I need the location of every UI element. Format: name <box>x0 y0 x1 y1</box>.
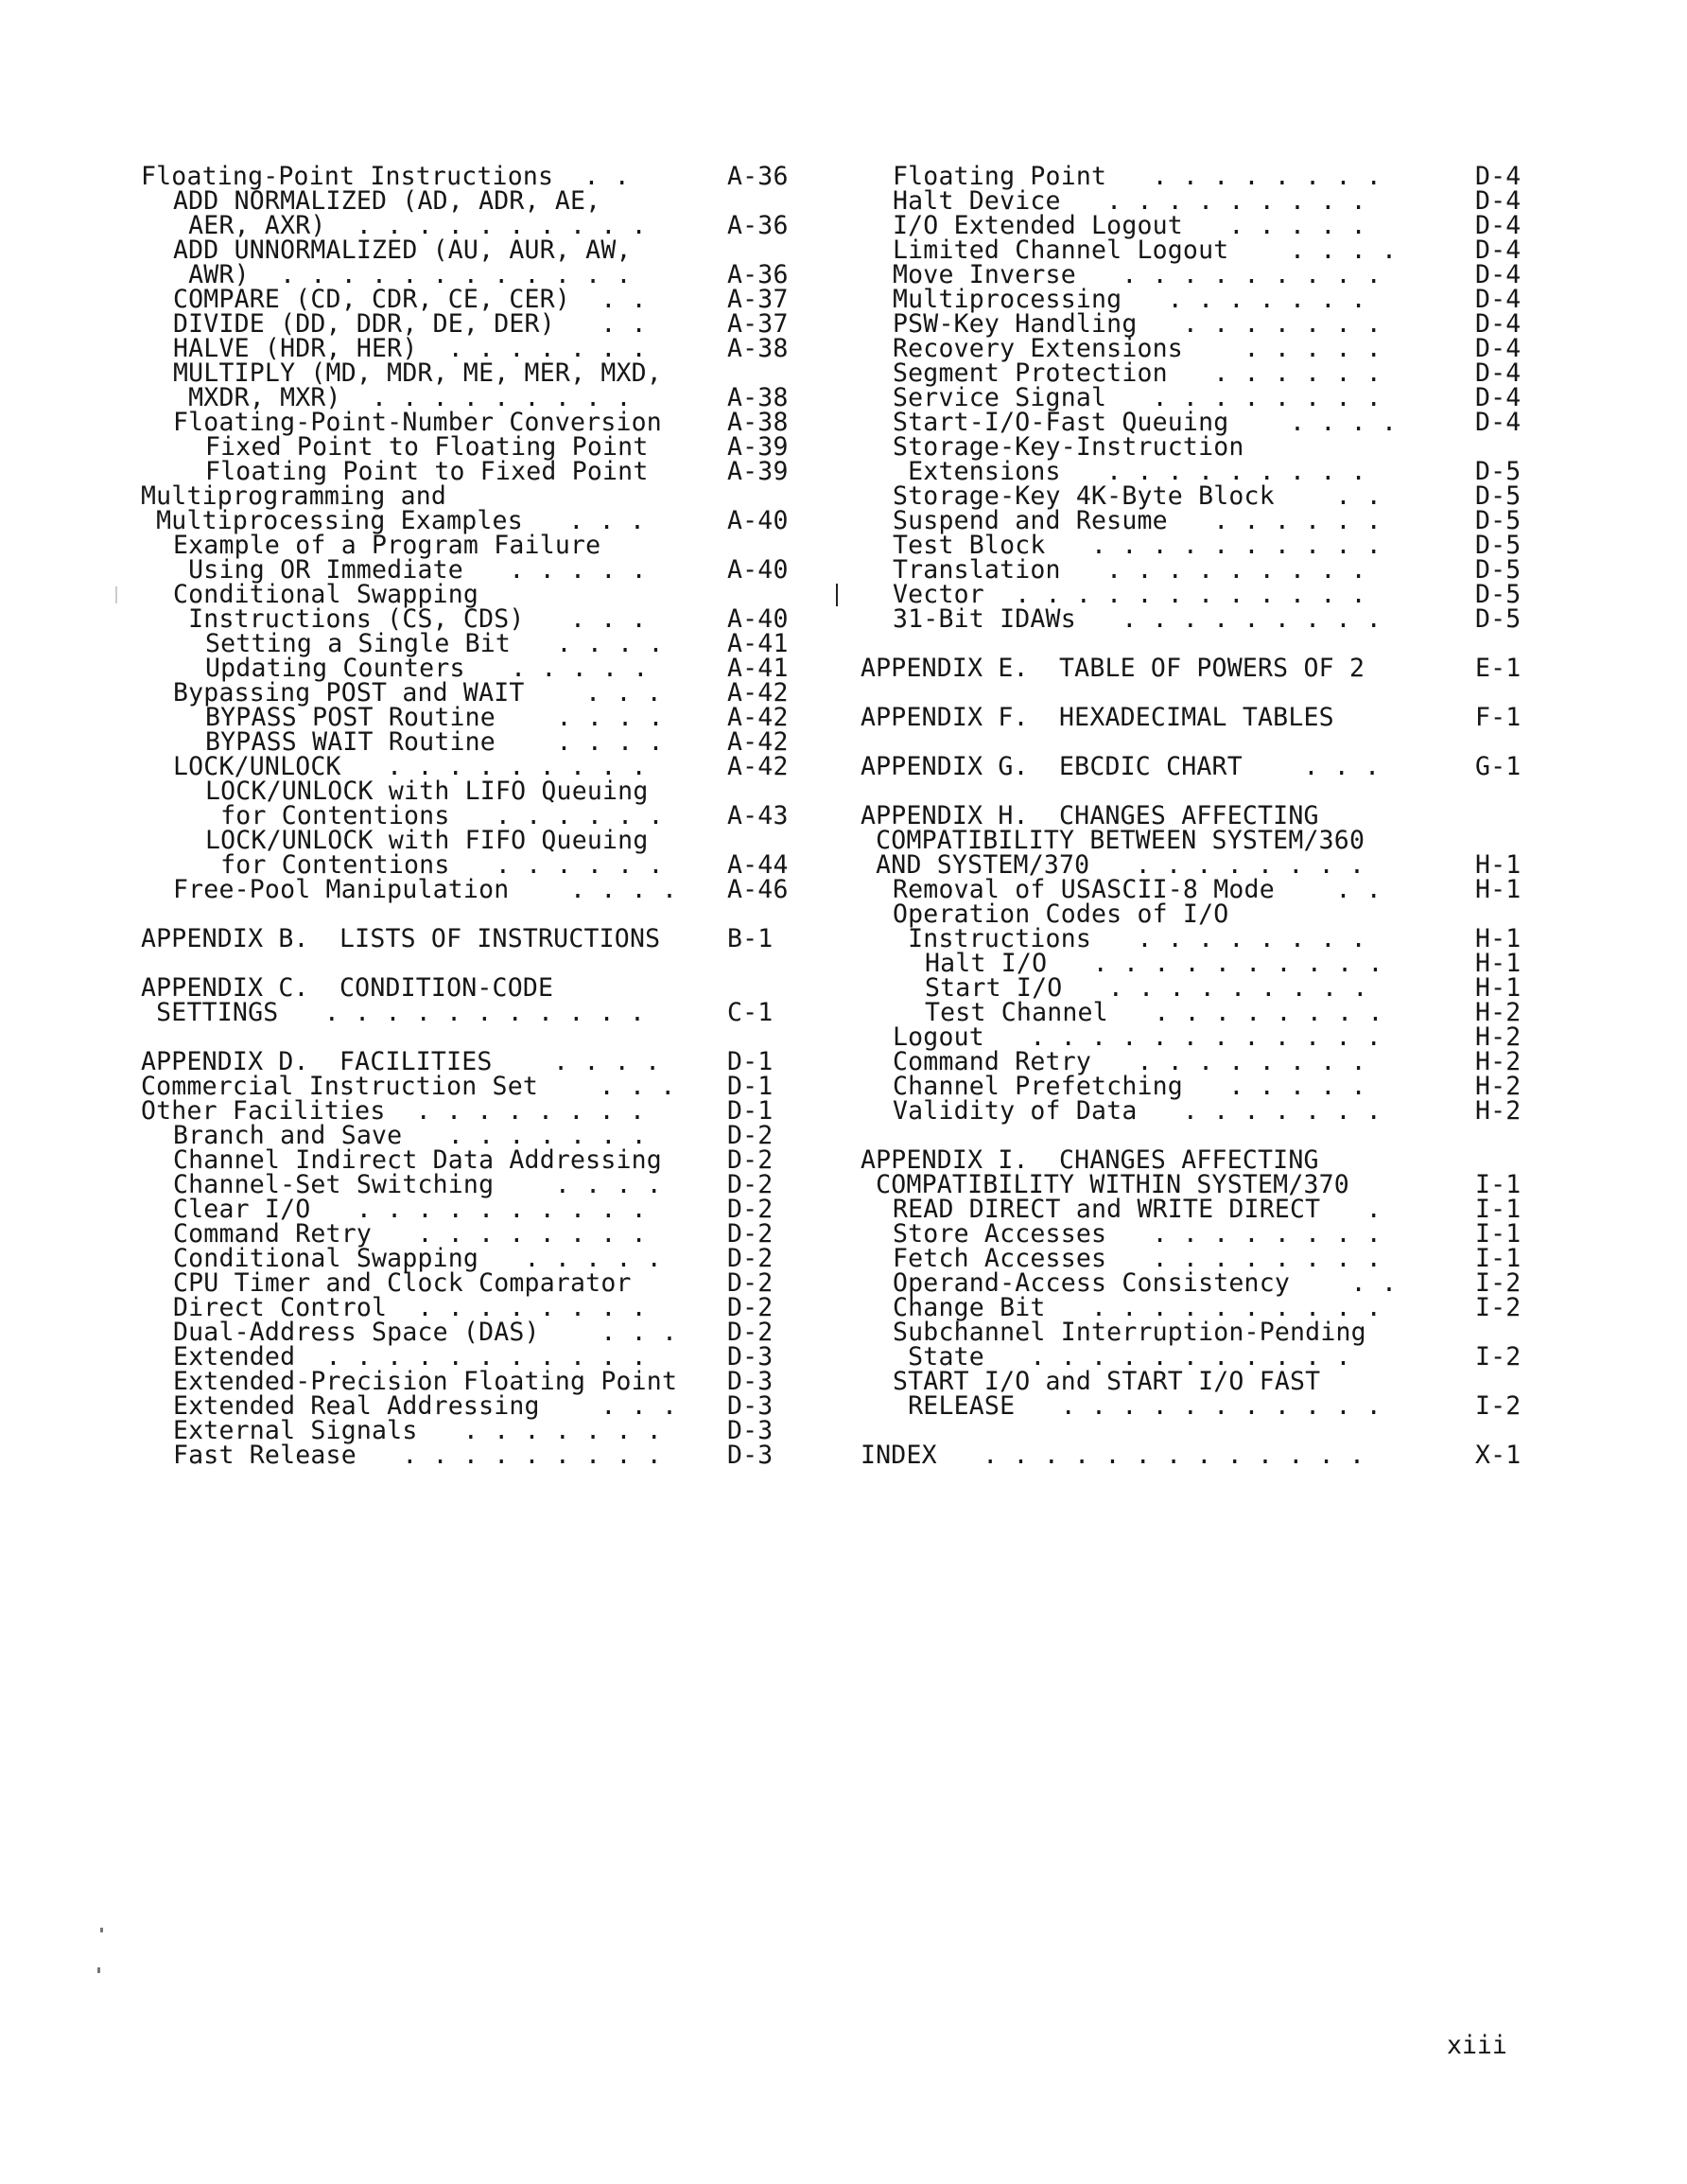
toc-entry-page: H-1 <box>1475 949 1522 978</box>
toc-entry-page: D-4 <box>1475 383 1522 412</box>
toc-entry-title: State . . . . . . . . . . . <box>893 1342 1351 1372</box>
toc-entry-page: A-42 <box>727 678 789 708</box>
toc-entry-title: Suspend and Resume . . . . . . <box>893 506 1382 535</box>
toc-entry-title: APPENDIX I. CHANGES AFFECTING <box>861 1145 1319 1175</box>
toc-entry-page: A-38 <box>727 383 789 412</box>
toc-entry-title: Direct Control . . . . . . . . <box>173 1293 647 1322</box>
toc-entry-page: D-5 <box>1475 457 1522 486</box>
toc-entry-title: Example of a Program Failure <box>173 531 601 560</box>
toc-entry-title: CPU Timer and Clock Comparator <box>173 1268 632 1298</box>
toc-entry-page: D-5 <box>1475 604 1522 634</box>
toc-entry-title: COMPARE (CD, CDR, CE, CER) . . <box>173 285 647 314</box>
toc-entry <box>861 1096 1522 1126</box>
toc-entry-page: D-5 <box>1475 481 1522 511</box>
toc-entry <box>861 703 1522 732</box>
scan-speck <box>97 1967 100 1973</box>
toc-entry-page: D-3 <box>727 1342 774 1372</box>
toc-entry-title: APPENDIX C. CONDITION-CODE <box>141 973 554 1003</box>
toc-entry-page: D-2 <box>727 1170 774 1199</box>
toc-entry-page: D-4 <box>1475 186 1522 216</box>
toc-entry-title: APPENDIX E. TABLE OF POWERS OF 2 <box>861 654 1365 683</box>
toc-entry-title: APPENDIX H. CHANGES AFFECTING <box>861 801 1319 830</box>
toc-entry-title: Channel Prefetching . . . . . <box>893 1072 1366 1101</box>
toc-entry-page: D-2 <box>727 1293 774 1322</box>
toc-entry-page: I-1 <box>1475 1195 1522 1224</box>
toc-entry-title: Change Bit . . . . . . . . . . <box>893 1293 1382 1322</box>
toc-entry-page: I-2 <box>1475 1293 1522 1322</box>
toc-entry-title: Other Facilities . . . . . . . . <box>141 1096 646 1126</box>
toc-entry-title: Floating Point to Fixed Point <box>205 457 649 486</box>
toc-entry-page: D-5 <box>1475 580 1522 609</box>
toc-entry-title: Storage-Key-Instruction <box>893 432 1244 462</box>
toc-entry-title: LOCK/UNLOCK with LIFO Queuing <box>205 777 649 806</box>
toc-entry <box>141 924 793 953</box>
toc-entry-title: APPENDIX G. EBCDIC CHART . . . <box>861 752 1381 781</box>
toc-entry-page: A-38 <box>727 408 789 437</box>
toc-entry-page: H-1 <box>1475 850 1522 880</box>
toc-entry-title: Extended-Precision Floating Point <box>173 1367 678 1396</box>
toc-entry-title: Move Inverse . . . . . . . . . <box>893 260 1382 289</box>
toc-entry-page: E-1 <box>1475 654 1522 683</box>
toc-entry <box>861 1443 1522 1468</box>
toc-entry-page: A-36 <box>727 162 789 191</box>
toc-entry-page: A-40 <box>727 555 789 585</box>
toc-entry-page: A-41 <box>727 654 789 683</box>
toc-entry-page: C-1 <box>727 998 774 1027</box>
toc-entry <box>141 998 793 1027</box>
toc-entry-title: START I/O and START I/O FAST <box>893 1367 1321 1396</box>
toc-entry-title: Command Retry . . . . . . . . <box>173 1219 647 1249</box>
toc-entry-page: X-1 <box>1475 1441 1522 1470</box>
toc-entry-page: F-1 <box>1475 703 1522 732</box>
toc-entry-page: A-37 <box>727 309 789 339</box>
toc-entry-page: D-2 <box>727 1318 774 1347</box>
toc-entry-page: D-4 <box>1475 309 1522 339</box>
toc-entry <box>861 1391 1522 1421</box>
toc-entry-title: INDEX . . . . . . . . . . . . . <box>861 1441 1365 1470</box>
toc-entry-page: D-4 <box>1475 285 1522 314</box>
toc-entry-page: D-3 <box>727 1441 774 1470</box>
toc-entry-title: READ DIRECT and WRITE DIRECT . <box>893 1195 1382 1224</box>
toc-entry-title: Test Channel . . . . . . . . <box>925 998 1383 1027</box>
toc-entry-page: H-1 <box>1475 973 1522 1003</box>
scan-speck <box>100 1928 103 1932</box>
toc-entry-title: HALVE (HDR, HER) . . . . . . . <box>173 334 647 363</box>
toc-entry-title: Fast Release . . . . . . . . . <box>173 1441 662 1470</box>
toc-entry-title: Clear I/O . . . . . . . . . . <box>173 1195 647 1224</box>
toc-entry-title: Conditional Swapping . . . . . <box>173 1244 662 1273</box>
toc-entry-title: Multiprogramming and <box>141 481 447 511</box>
toc-entry-page: A-42 <box>727 703 789 732</box>
toc-entry-title: for Contentions . . . . . . <box>205 801 664 830</box>
toc-entry-title: 31-Bit IDAWs . . . . . . . . . <box>893 604 1382 634</box>
toc-entry-title: Vector . . . . . . . . . . . . <box>893 580 1366 609</box>
toc-entry-page: A-38 <box>727 334 789 363</box>
toc-entry-page: I-1 <box>1475 1170 1522 1199</box>
toc-entry-page: A-40 <box>727 604 789 634</box>
toc-entry-title: Commercial Instruction Set . . . <box>141 1072 676 1101</box>
toc-entry-title: Free-Pool Manipulation . . . . <box>173 875 678 904</box>
toc-entry-title: Logout . . . . . . . . . . . . <box>893 1022 1382 1052</box>
toc-entry-page: A-42 <box>727 752 789 781</box>
toc-entry-page: G-1 <box>1475 752 1522 781</box>
toc-entry <box>861 656 1522 681</box>
toc-entry-title: I/O Extended Logout . . . . . <box>893 211 1366 240</box>
toc-entry-title: LOCK/UNLOCK . . . . . . . . . <box>173 752 647 781</box>
toc-entry-title: Limited Channel Logout . . . . <box>893 236 1398 265</box>
toc-entry-title: LOCK/UNLOCK with FIFO Queuing <box>205 826 649 855</box>
toc-entry-title: BYPASS POST Routine . . . . <box>205 703 664 732</box>
toc-entry-page: H-1 <box>1475 924 1522 953</box>
toc-entry-title: Channel Indirect Data Addressing <box>173 1145 662 1175</box>
toc-entry-page: D-1 <box>727 1072 774 1101</box>
toc-entry-title: Using OR Immediate . . . . . <box>173 555 647 585</box>
toc-entry-title: External Signals . . . . . . . <box>173 1416 662 1445</box>
toc-entry-title: DIVIDE (DD, DDR, DE, DER) . . <box>173 309 647 339</box>
toc-entry-page: D-2 <box>727 1121 774 1150</box>
toc-entry-title: Multiprocessing . . . . . . . <box>893 285 1366 314</box>
toc-entry-title: APPENDIX B. LISTS OF INSTRUCTIONS <box>141 924 661 953</box>
toc-entry-page: D-5 <box>1475 506 1522 535</box>
toc-entry-page: A-36 <box>727 260 789 289</box>
toc-entry-title: Subchannel Interruption-Pending <box>893 1318 1366 1347</box>
toc-entry-title: for Contentions . . . . . . <box>205 850 664 880</box>
toc-entry-title: Branch and Save . . . . . . . <box>173 1121 647 1150</box>
toc-entry-title: Floating Point . . . . . . . . <box>893 162 1382 191</box>
toc-entry-title: Instructions (CS, CDS) . . . <box>173 604 647 634</box>
toc-entry-title: MULTIPLY (MD, MDR, ME, MER, MXD, <box>173 358 662 388</box>
toc-entry-page: I-1 <box>1475 1219 1522 1249</box>
toc-entry-title: BYPASS WAIT Routine . . . . <box>205 727 664 757</box>
toc-entry-title: Fetch Accesses . . . . . . . . <box>893 1244 1382 1273</box>
toc-entry-title: ADD NORMALIZED (AD, ADR, AE, <box>173 186 601 216</box>
toc-entry-title: Fixed Point to Floating Point <box>205 432 649 462</box>
revision-change-bar <box>836 584 838 606</box>
toc-entry-title: Extended . . . . . . . . . . . <box>173 1342 647 1372</box>
toc-entry-page: A-39 <box>727 432 789 462</box>
toc-entry-page: H-2 <box>1475 1072 1522 1101</box>
toc-entry-page: D-1 <box>727 1047 774 1076</box>
toc-entry-page: D-4 <box>1475 162 1522 191</box>
toc-entry-page: D-4 <box>1475 408 1522 437</box>
toc-entry-page: D-2 <box>727 1244 774 1273</box>
toc-entry-title: Floating-Point-Number Conversion <box>173 408 662 437</box>
toc-entry-page: A-43 <box>727 801 789 830</box>
toc-entry-title: COMPATIBILITY BETWEEN SYSTEM/360 <box>861 826 1365 855</box>
toc-entry-page: D-3 <box>727 1416 774 1445</box>
toc-entry-title: Validity of Data . . . . . . . <box>893 1096 1382 1126</box>
toc-entry-page: H-2 <box>1475 1047 1522 1076</box>
toc-entry-page: I-1 <box>1475 1244 1522 1273</box>
toc-entry-page: H-2 <box>1475 1096 1522 1126</box>
toc-entry-title: Channel-Set Switching . . . . <box>173 1170 662 1199</box>
toc-entry-page: D-3 <box>727 1391 774 1421</box>
toc-entry-title: Operand-Access Consistency . . <box>893 1268 1398 1298</box>
scan-speck <box>115 586 117 603</box>
toc-entry-page: D-4 <box>1475 236 1522 265</box>
toc-entry-page: B-1 <box>727 924 774 953</box>
toc-entry-page: H-2 <box>1475 998 1522 1027</box>
toc-entry-page: A-36 <box>727 211 789 240</box>
toc-entry-title: Recovery Extensions . . . . . <box>893 334 1382 363</box>
toc-entry-page: D-2 <box>727 1195 774 1224</box>
toc-entry-title: Bypassing POST and WAIT . . . <box>173 678 662 708</box>
toc-left-column <box>141 162 793 1470</box>
toc-entry-page: A-46 <box>727 875 789 904</box>
toc-entry-title: Store Accesses . . . . . . . . <box>893 1219 1382 1249</box>
toc-entry <box>861 604 1522 634</box>
toc-entry-title: Extensions . . . . . . . . . <box>893 457 1366 486</box>
toc-entry-title: ADD UNNORMALIZED (AU, AUR, AW, <box>173 236 632 265</box>
toc-entry-page: I-2 <box>1475 1391 1522 1421</box>
toc-entry-page: D-2 <box>727 1145 774 1175</box>
toc-entry-page: D-4 <box>1475 260 1522 289</box>
toc-entry-title: Setting a Single Bit . . . . <box>205 629 664 658</box>
toc-entry-page: D-3 <box>727 1367 774 1396</box>
toc-entry-title: Start I/O . . . . . . . . . <box>925 973 1368 1003</box>
toc-entry-title: Halt I/O . . . . . . . . . . <box>925 949 1383 978</box>
toc-entry-title: RELEASE . . . . . . . . . . . <box>893 1391 1382 1421</box>
toc-entry-title: AND SYSTEM/370 . . . . . . . . <box>861 850 1365 880</box>
toc-entry-title: Updating Counters . . . . . <box>205 654 649 683</box>
toc-entry-title: Service Signal . . . . . . . . <box>893 383 1382 412</box>
toc-entry-page: A-37 <box>727 285 789 314</box>
toc-entry-page: H-2 <box>1475 1022 1522 1052</box>
toc-entry-page: D-1 <box>727 1096 774 1126</box>
toc-entry-title: Floating-Point Instructions . . <box>141 162 630 191</box>
toc-entry-title: Multiprocessing Examples . . . <box>141 506 646 535</box>
toc-entry-page: D-2 <box>727 1268 774 1298</box>
toc-entry-page: I-2 <box>1475 1342 1522 1372</box>
toc-entry-page: D-4 <box>1475 334 1522 363</box>
toc-entry-title: Test Block . . . . . . . . . . <box>893 531 1382 560</box>
toc-entry <box>141 875 793 904</box>
toc-entry-title: COMPATIBILITY WITHIN SYSTEM/370 <box>861 1170 1349 1199</box>
toc-entry-page: A-40 <box>727 506 789 535</box>
toc-entry-title: Storage-Key 4K-Byte Block . . <box>893 481 1382 511</box>
toc-right-column <box>861 162 1522 1470</box>
toc-entry-title: PSW-Key Handling . . . . . . . <box>893 309 1382 339</box>
toc-entry-title: Removal of USASCII-8 Mode . . <box>893 875 1382 904</box>
toc-entry-page: A-41 <box>727 629 789 658</box>
toc-entry-title: Translation . . . . . . . . . <box>893 555 1366 585</box>
toc-entry-page: D-5 <box>1475 531 1522 560</box>
toc-entry-page: D-4 <box>1475 358 1522 388</box>
toc-entry-title: Dual-Address Space (DAS) . . . <box>173 1318 678 1347</box>
toc-entry-title: Instructions . . . . . . . . <box>893 924 1366 953</box>
toc-entry-title: Command Retry . . . . . . . . <box>893 1047 1366 1076</box>
toc-entry-title: AWR) . . . . . . . . . . . . <box>173 260 632 289</box>
toc-entry <box>141 1443 793 1468</box>
toc-entry-title: Conditional Swapping <box>173 580 479 609</box>
toc-entry-title: APPENDIX D. FACILITIES . . . . <box>141 1047 661 1076</box>
toc-entry-title: AER, AXR) . . . . . . . . . . <box>173 211 647 240</box>
toc-entry-page: A-39 <box>727 457 789 486</box>
toc-entry-page: H-1 <box>1475 875 1522 904</box>
toc-entry-title: Start-I/O-Fast Queuing . . . . <box>893 408 1398 437</box>
toc-entry-title: APPENDIX F. HEXADECIMAL TABLES <box>861 703 1334 732</box>
page-number: xiii <box>1447 2031 1507 2060</box>
toc-entry-page: D-5 <box>1475 555 1522 585</box>
toc-entry-title: Segment Protection . . . . . . <box>893 358 1382 388</box>
toc-entry-page: D-4 <box>1475 211 1522 240</box>
toc-entry <box>861 752 1522 781</box>
toc-entry-title: Extended Real Addressing . . . <box>173 1391 678 1421</box>
toc-entry-title: MXDR, MXR) . . . . . . . . . <box>173 383 632 412</box>
toc-entry-page: A-44 <box>727 850 789 880</box>
toc-entry-title: Operation Codes of I/O <box>893 900 1229 929</box>
toc-entry-title: Halt Device . . . . . . . . . <box>893 186 1366 216</box>
toc-entry-page: A-42 <box>727 727 789 757</box>
toc-entry-page: I-2 <box>1475 1268 1522 1298</box>
toc-entry-page: D-2 <box>727 1219 774 1249</box>
toc-entry-title: SETTINGS . . . . . . . . . . . <box>141 998 646 1027</box>
